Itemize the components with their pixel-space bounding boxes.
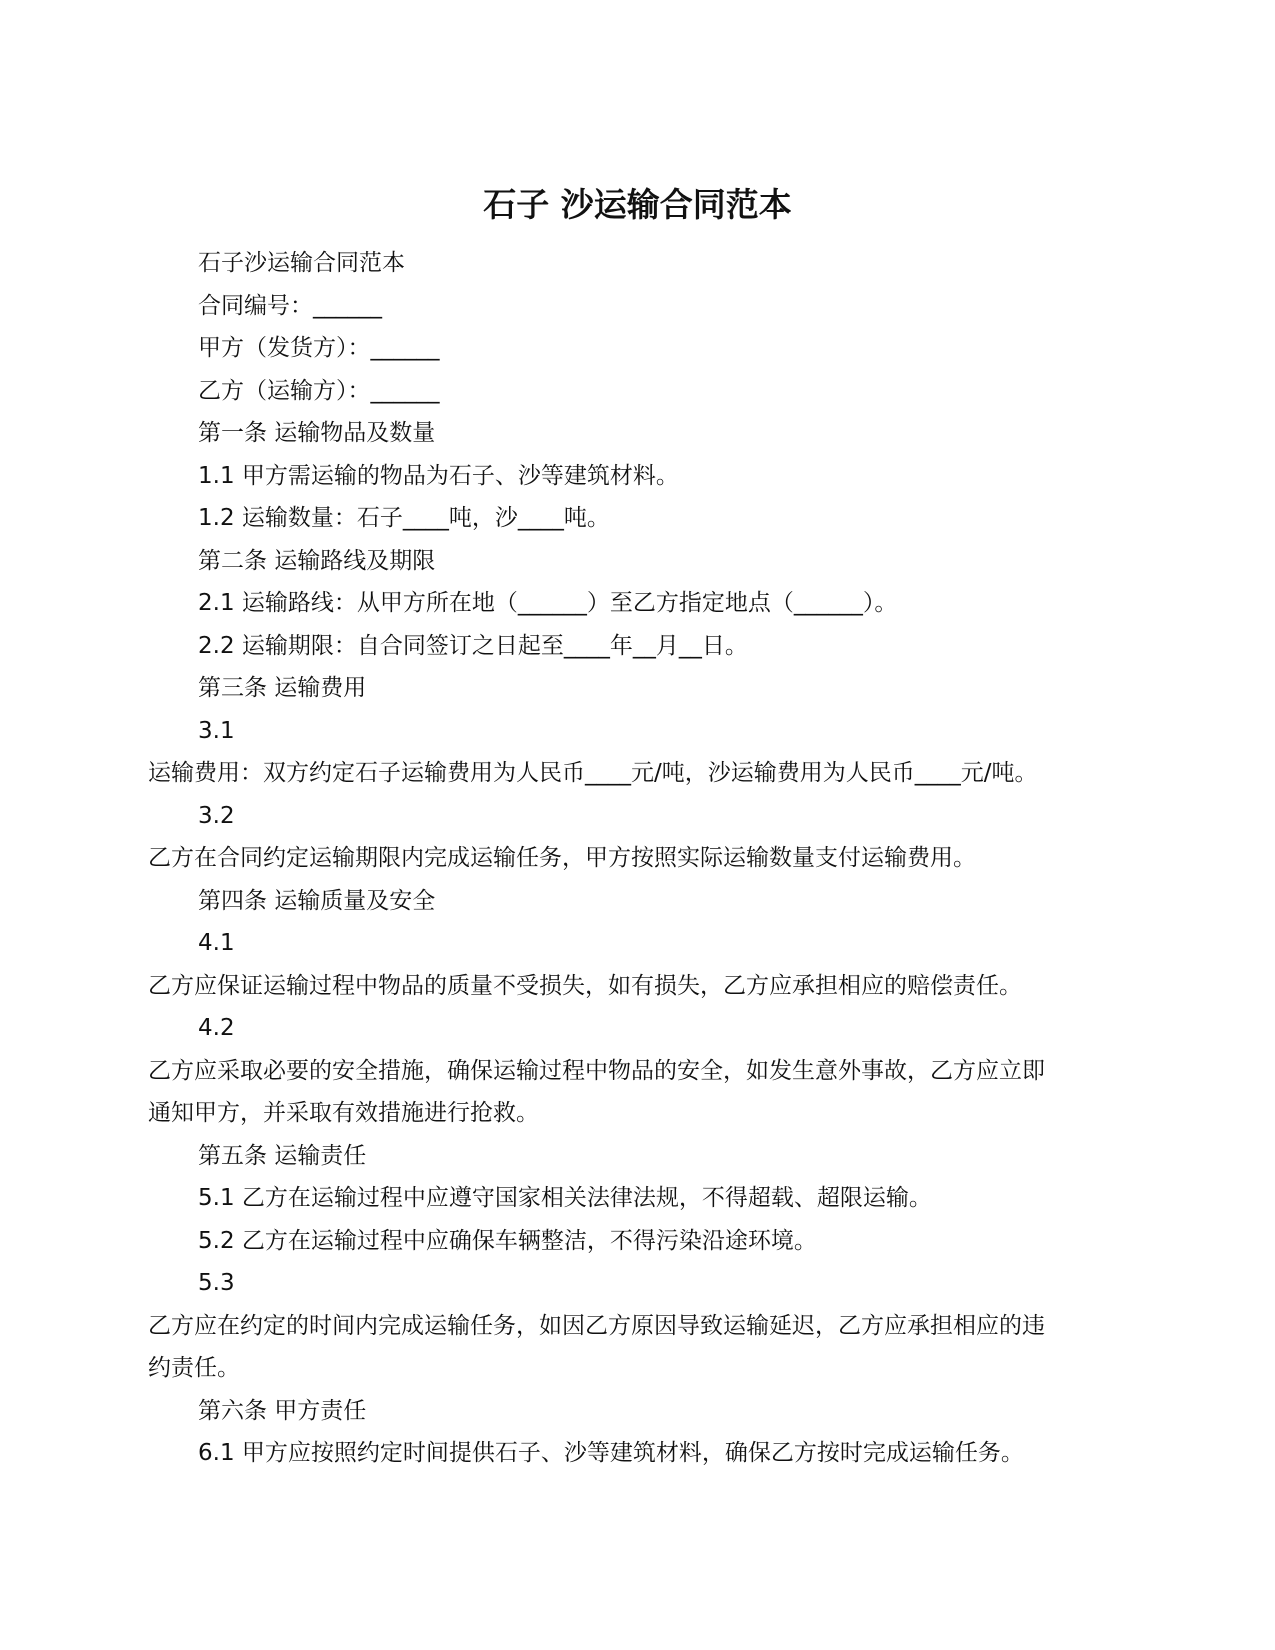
text-line: 乙方在合同约定运输期限内完成运输任务，甲方按照实际运输数量支付运输费用。 (148, 845, 976, 871)
section-heading: 第六条 甲方责任 (198, 1397, 367, 1424)
section-heading: 第一条 运输物品及数量 (198, 420, 436, 446)
text-line: 乙方（运输方）：______ (198, 377, 440, 404)
document-title: 石子 沙运输合同范本 (483, 185, 792, 224)
text-line: 乙方应在约定的时间内完成运输任务，如因乙方原因导致运输延迟，乙方应承担相应的违 (148, 1312, 1045, 1339)
text-line: 约责任。 (148, 1355, 240, 1381)
document-body (148, 242, 1138, 1475)
text-line: 6.1 甲方应按照约定时间提供石子、沙等建筑材料，确保乙方按时完成运输任务。 (198, 1440, 1024, 1466)
section-heading: 第五条 运输责任 (198, 1142, 367, 1169)
clause-number: 3.1 (198, 717, 235, 744)
section-heading: 第二条 运输路线及期限 (198, 547, 436, 574)
text-line: 1.2 运输数量：石子____吨，沙____吨。 (198, 505, 610, 531)
text-line: 5.1 乙方在运输过程中应遵守国家相关法律法规，不得超载、超限运输。 (198, 1185, 932, 1211)
text-line: 5.2 乙方在运输过程中应确保车辆整洁，不得污染沿途环境。 (198, 1227, 817, 1254)
text-line: 1.1 甲方需运输的物品为石子、沙等建筑材料。 (198, 462, 679, 489)
clause-number: 4.1 (198, 930, 235, 956)
text-line: 2.1 运输路线：从甲方所在地（______）至乙方指定地点（______）。 (198, 590, 898, 616)
text-line: 石子沙运输合同范本 (198, 250, 405, 276)
clause-number: 5.3 (198, 1270, 235, 1296)
text-line: 运输费用：双方约定石子运输费用为人民币____元/吨，沙运输费用为人民币____元/吨。 (148, 760, 1038, 786)
clause-number: 4.2 (198, 1015, 235, 1041)
text-line: 合同编号：______ (198, 292, 382, 319)
section-heading: 第三条 运输费用 (198, 675, 367, 701)
text-line: 甲方（发货方）：______ (198, 335, 440, 361)
text-line: 2.2 运输期限：自合同签订之日起至____年__月__日。 (198, 632, 748, 659)
text-line: 乙方应采取必要的安全措施，确保运输过程中物品的安全，如发生意外事故，乙方应立即 (148, 1057, 1045, 1084)
text-line: 乙方应保证运输过程中物品的质量不受损失，如有损失，乙方应承担相应的赔偿责任。 (148, 972, 1022, 999)
text-line: 通知甲方，并采取有效措施进行抢救。 (148, 1100, 539, 1126)
section-heading: 第四条 运输质量及安全 (198, 887, 436, 914)
clause-number: 3.2 (198, 802, 235, 829)
